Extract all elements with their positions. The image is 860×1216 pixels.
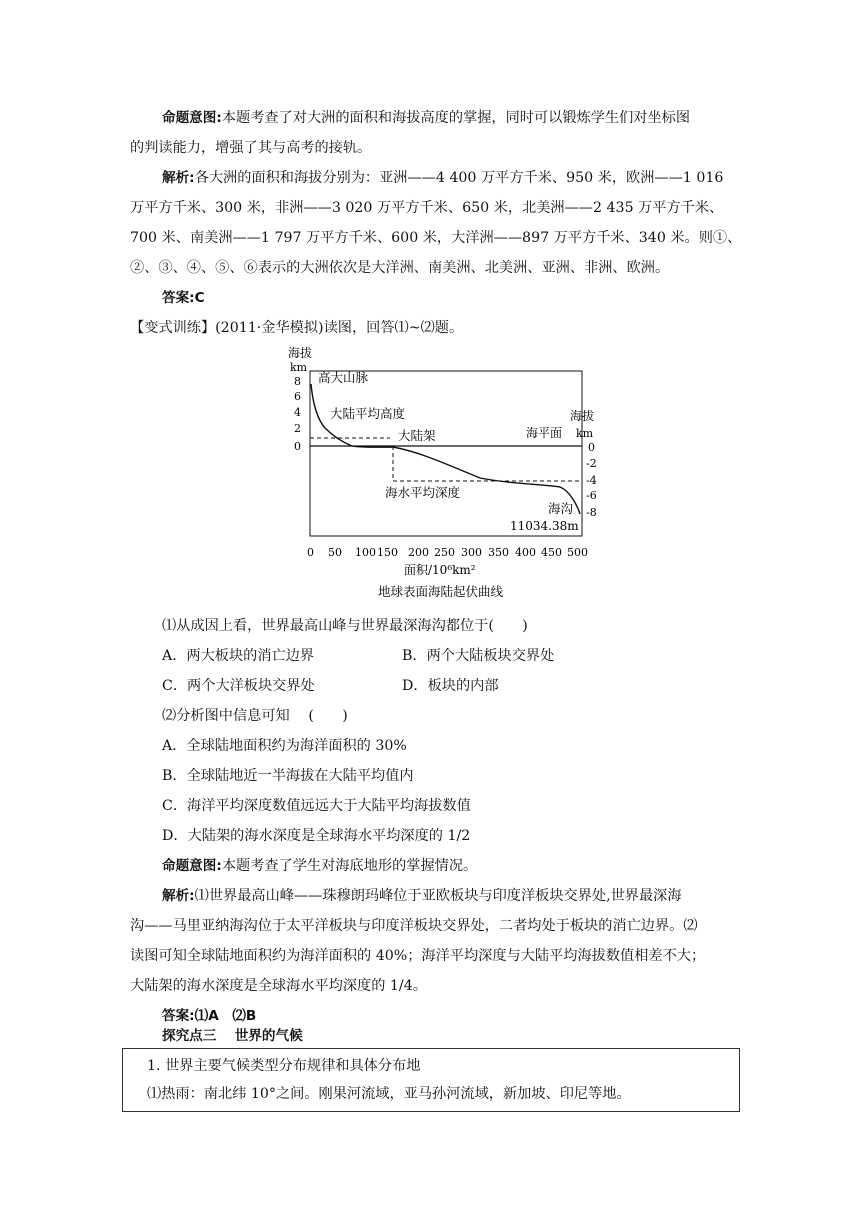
left-tick: 4 [294, 406, 301, 419]
analysis-text: ⑴世界最高山峰——珠穆朗玛峰位于亚欧板块与印度洋板块交界处,世界最深海 [194, 888, 682, 904]
x-tick: 400 [515, 546, 536, 559]
intent-label: 命题意图: [162, 110, 222, 126]
subq2-option-c: C．海洋平均深度数值远远大于大陆平均海拔数值 [162, 798, 471, 814]
x-tick: 50 [328, 546, 342, 559]
box-line-1: 1. 世界主要气候类型分布规律和具体分布地 [147, 1058, 421, 1074]
intent-text: 本题考查了对大洲的面积和海拔高度的掌握，同时可以锻炼学生们对坐标图 [221, 110, 691, 126]
right-axis-unit: km [576, 427, 594, 440]
intent-paragraph [162, 108, 772, 128]
subq1-option-c: C．两个大洋板块交界处 [162, 678, 315, 694]
x-tick: 450 [541, 546, 562, 559]
sea-land-profile-figure [270, 342, 610, 604]
x-tick: 300 [461, 546, 482, 559]
left-tick: 8 [294, 375, 301, 388]
x-tick: 0 [307, 546, 314, 559]
box-line-2: ⑴热雨：南北纬 10°之间。刚果河流域，亚马孙河流域，新加坡、印尼等地。 [147, 1086, 631, 1102]
answer-label: 答案: [162, 290, 195, 306]
sea-level-label: 海平面 [526, 426, 563, 440]
left-tick: 2 [294, 422, 301, 435]
answer-value: ⑴A ⑵B [194, 1008, 257, 1024]
avg-sea-depth-line [393, 446, 582, 481]
x-tick: 200 [408, 546, 429, 559]
trench-label: 海沟 [548, 501, 574, 516]
analysis-label: 解析: [162, 170, 195, 186]
intent-text-cont: 的判读能力，增强了其与高考的接轨。 [130, 140, 372, 156]
climate-info-box [122, 1048, 740, 1112]
analysis2-line-2: 沟——马里亚纳海沟位于太平洋板块与印度洋板块交界处，二者均处于板块的消亡边界。⑵ [130, 918, 698, 934]
variant-line [130, 318, 740, 338]
analysis-line-4: ②、③、④、⑤、⑥表示的大洲依次是大洋洲、南美洲、北美洲、亚洲、非洲、欧洲。 [130, 260, 670, 276]
subq2-question: ⑵分析图中信息可知 ( ) [162, 708, 348, 724]
x-axis-label: 面积/10⁶km² [404, 563, 476, 577]
analysis-line-1 [162, 168, 772, 188]
subq2-option-b: B．全球陆地近一半海拔在大陆平均值内 [162, 768, 414, 784]
subq1-option-b: B．两个大陆板块交界处 [402, 648, 555, 664]
subq1-option-a: A．两大板块的消亡边界 [162, 648, 315, 664]
right-tick: -4 [586, 474, 597, 487]
avg-land-label: 大陆平均高度 [330, 406, 406, 421]
subq2-option-d: D．大陆架的海水深度是全球海水平均深度的 1/2 [162, 828, 471, 844]
intent-paragraph-2 [162, 856, 772, 876]
left-axis-unit: km [290, 361, 308, 374]
intent-label: 命题意图: [162, 858, 222, 874]
analysis2-line-1 [162, 886, 772, 906]
section-heading: 探究点三 世界的气候 [162, 1028, 303, 1044]
right-tick: -6 [586, 489, 597, 502]
shelf-label: 大陆架 [398, 428, 436, 443]
mountain-label: 高大山脉 [318, 370, 369, 385]
answer-line [162, 288, 772, 308]
analysis2-line-3: 读图可知全球陆地面积约为海洋面积的 40%；海洋平均深度与大陆平均海拔数值相差不大； [130, 948, 706, 964]
x-tick: 100 [355, 546, 376, 559]
subq1-question: ⑴从成因上看，世界最高山峰与世界最深海沟都位于( ) [162, 618, 528, 634]
right-tick: -2 [586, 457, 597, 470]
analysis-line-2: 万平方千米、300 米，非洲——3 020 万平方千米、650 米，北美洲——2 435 万平方千米、 [130, 200, 724, 216]
right-tick: 0 [588, 441, 595, 454]
x-tick: 350 [488, 546, 509, 559]
left-tick: 6 [294, 390, 301, 403]
answer-value: C [194, 290, 205, 306]
left-tick: 0 [294, 440, 301, 453]
analysis-label: 解析: [162, 888, 195, 904]
left-axis-title: 海拔 [288, 346, 313, 360]
right-axis-title: 海拔 [570, 409, 595, 423]
analysis-line-3: 700 米、南美洲——1 797 万平方千米、600 米，大洋洲——897 万平方千米、340 米。则①、 [130, 230, 742, 246]
analysis2-line-4: 大陆架的海水深度是全球海水平均深度的 1/4。 [130, 978, 427, 994]
x-tick: 500 [567, 546, 588, 559]
avg-sea-label: 海水平均深度 [385, 485, 461, 500]
variant-label: 【变式训练】 [130, 320, 216, 336]
subq1-option-d: D．板块的内部 [402, 678, 499, 694]
figure-caption: 地球表面海陆起伏曲线 [378, 584, 504, 599]
answer-label: 答案: [162, 1008, 195, 1024]
x-tick: 250 [434, 546, 455, 559]
trench-depth-label: 11034.38m [510, 519, 579, 533]
intent-text: 本题考查了学生对海底地形的掌握情况。 [221, 858, 478, 874]
subq2-option-a: A．全球陆地面积约为海洋面积的 30% [162, 738, 407, 754]
plot-frame [310, 371, 582, 536]
x-tick: 150 [377, 546, 398, 559]
variant-text: (2011·金华模拟)读图，回答⑴~⑵题。 [215, 320, 464, 336]
answer-line-2 [162, 1006, 772, 1026]
analysis-text: 各大洲的面积和海拔分别为：亚洲——4 400 万平方千米、950 米，欧洲——1 016 [194, 170, 724, 186]
right-tick: -8 [586, 506, 597, 519]
